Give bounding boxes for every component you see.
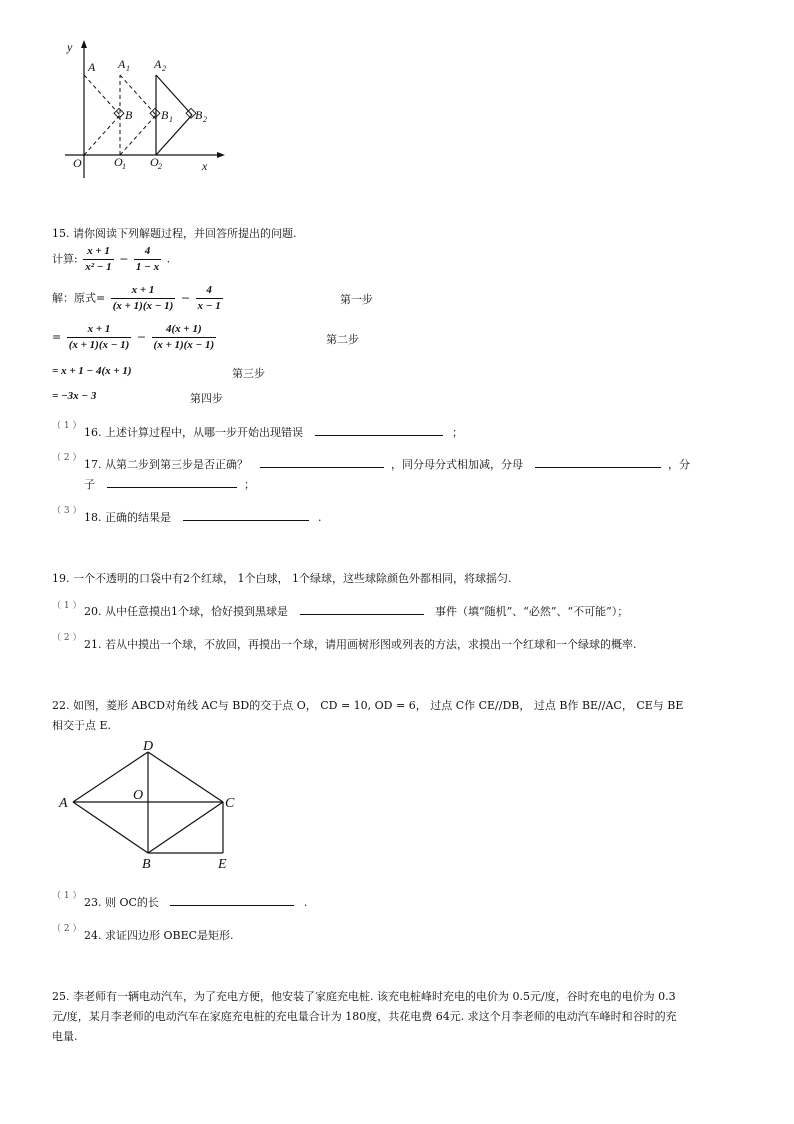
step4-label: 第四步 (190, 392, 223, 405)
step3-label: 第三步 (232, 367, 265, 380)
q20-tag: （ 1 ） (52, 601, 82, 611)
side-DC (148, 752, 223, 802)
q25-line3: 电量. (52, 1030, 78, 1043)
label-A2: A (154, 57, 162, 71)
q15-step1 (52, 283, 225, 314)
segment-O-B (84, 115, 120, 155)
label-B2-sub: 2 (203, 115, 207, 124)
q16-tag: （ 1 ） (52, 421, 82, 431)
calc-f1-denominator: x² − 1 (85, 261, 112, 273)
label-O2-sub: 2 (158, 162, 162, 171)
q18-text: 18. 正确的结果是 (84, 511, 171, 524)
label-O: O (73, 156, 82, 170)
q25-line1: 25. 李老师有一辆电动汽车，为了充电方便，他安装了家庭充电桩. 该充电桩峰时充电的电价为 0.5元/度，谷时充电的电价为 0.3 (52, 990, 676, 1003)
label-E-rhombus: E (218, 857, 227, 870)
q17-blank-1[interactable] (260, 457, 384, 468)
q17-line2-text: 子 (84, 478, 95, 491)
label-O-rhombus: O (133, 788, 144, 803)
label-D-rhombus: D (143, 739, 154, 754)
calc-fraction-2 (134, 244, 161, 275)
s2-fraction-2 (152, 322, 217, 353)
q16-text: 16. 上述计算过程中，从哪一步开始出现错误 (84, 426, 303, 439)
label-A2-sub: 2 (162, 64, 166, 73)
calc-minus: − (119, 252, 129, 266)
x-axis-arrow-icon (217, 152, 225, 158)
q16-line (84, 424, 463, 440)
s2-f2-numerator: 4(x + 1) (152, 322, 217, 338)
s2-minus: − (136, 330, 147, 344)
s1-f2-denominator: x − 1 (197, 300, 221, 312)
s1-minus: − (180, 291, 191, 305)
label-O2: O (150, 155, 159, 169)
q18-end: . (318, 511, 322, 524)
figure-coordinate-triangles (55, 38, 235, 178)
q17-text: 17. 从第二步到第三步是否正确？ (84, 458, 248, 471)
side-CB (148, 802, 223, 853)
label-A1-sub: 1 (126, 64, 130, 73)
solution-label: 解：原式= (52, 291, 106, 305)
q15-step3: = x + 1 − 4(x + 1) (52, 365, 132, 377)
q22-line1: 22. 如图，菱形 ABCD对角线 AC与 BD的交于点 O， CD = 10, OD = 6， 过点 C作 CE//DB， 过点 B作 BE//AC， CE与 BE (52, 699, 684, 712)
s1-f1-denominator: (x + 1)(x − 1) (112, 300, 174, 312)
segment-A-B (84, 75, 120, 115)
s2-equals: = (52, 330, 62, 344)
q17-blank-3[interactable] (107, 477, 237, 488)
label-C-rhombus: C (225, 796, 235, 811)
q15-step4: = −3x − 3 (52, 390, 97, 402)
s1-fraction-2 (196, 283, 223, 314)
q17-tag: （ 2 ） (52, 453, 82, 463)
q15-step2 (52, 322, 218, 353)
q23-tag: （ 1 ） (52, 891, 82, 901)
side-BA (73, 802, 148, 853)
q20-line (84, 603, 628, 619)
label-B1: B (161, 108, 169, 122)
calc-f2-denominator: 1 − x (135, 261, 160, 273)
q17-mid: ，同分母分式相加减，分母 (391, 458, 523, 471)
q25-line2: 元/度，某月李老师的电动汽车在家庭充电桩的充电量合计为 180度，共花电费 64元. 求这个月李老师的电动汽车峰时和谷时的充 (52, 1010, 677, 1023)
calc-label: 计算: (52, 252, 78, 266)
label-O1-sub: 1 (122, 162, 126, 171)
q23-end: . (303, 896, 308, 909)
q17-line1 (84, 456, 690, 472)
s2-f1-denominator: (x + 1)(x − 1) (68, 339, 130, 351)
s2-fraction-1 (67, 322, 132, 353)
label-B: B (125, 108, 133, 122)
q17-end2: ； (244, 478, 255, 491)
q23-text: 23. 则 OC的长 (84, 896, 159, 909)
s2-f2-denominator: (x + 1)(x − 1) (153, 339, 215, 351)
label-B2: B (195, 108, 203, 122)
q21-text: 21. 若从中摸出一个球，不放回，再摸出一个球，请用画树形图或列表的方法，求摸出一个红球和一个绿球的概率. (84, 638, 637, 651)
y-axis-arrow-icon (81, 40, 87, 48)
q24-text: 24. 求证四边形 OBEC是矩形. (84, 929, 234, 942)
label-B1-sub: 1 (169, 115, 173, 124)
step2-label: 第二步 (326, 333, 359, 346)
step1-label: 第一步 (340, 293, 373, 306)
q16-end: ； (452, 426, 463, 439)
q17-end: ，分 (668, 458, 690, 471)
q22-line2: 相交于点 E. (52, 719, 112, 732)
q20-text: 20. 从中任意摸出1个球，恰好摸到黑球是 (84, 605, 288, 618)
s1-f1-numerator: x + 1 (111, 283, 176, 299)
label-A1: A (118, 57, 126, 71)
q21-tag: （ 2 ） (52, 633, 82, 643)
q19-text: 19. 一个不透明的口袋中有2个红球， 1个白球， 1个绿球，这些球除颜色外都相同，将球摇匀. (52, 572, 512, 585)
calc-f2-numerator: 4 (134, 244, 161, 260)
q20-end: 事件（填“随机”、“必然”、“不可能”）； (435, 605, 629, 618)
label-x: x (202, 159, 208, 173)
s2-f1-numerator: x + 1 (67, 322, 132, 338)
calc-fraction-1 (83, 244, 113, 275)
figure-rhombus (55, 737, 250, 870)
q20-answer-blank[interactable] (300, 604, 424, 615)
q23-line (84, 894, 307, 910)
q15-intro: 15. 请你阅读下列解题过程，并回答所提出的问题. (52, 227, 297, 240)
label-O1: O (114, 155, 123, 169)
q17-line2 (84, 476, 255, 492)
q16-answer-blank[interactable] (315, 425, 443, 436)
label-A-rhombus: A (59, 796, 68, 811)
q23-answer-blank[interactable] (170, 895, 294, 906)
label-B-rhombus: B (142, 857, 151, 870)
q24-tag: （ 2 ） (52, 924, 82, 934)
q18-line (84, 509, 322, 525)
label-A: A (88, 60, 96, 74)
s1-fraction-1 (111, 283, 176, 314)
calc-f1-numerator: x + 1 (83, 244, 113, 260)
label-y: y (67, 40, 73, 54)
q17-blank-2[interactable] (535, 457, 661, 468)
q15-calc (52, 244, 170, 275)
q18-tag: （ 3 ） (52, 506, 82, 516)
calc-end: . (166, 252, 171, 266)
s1-f2-numerator: 4 (196, 283, 223, 299)
q18-answer-blank[interactable] (183, 510, 309, 521)
